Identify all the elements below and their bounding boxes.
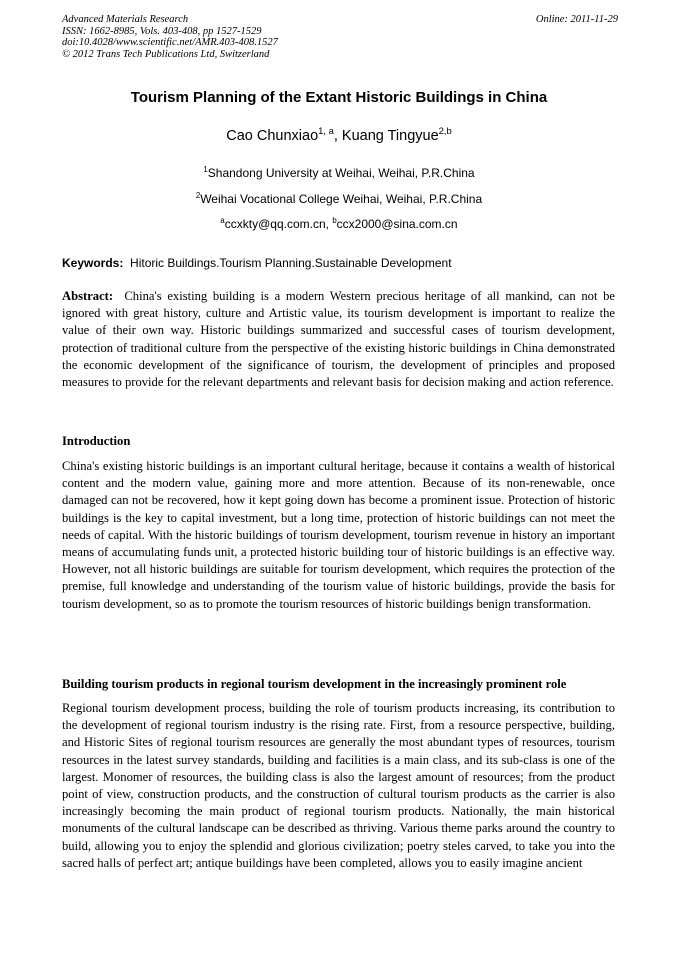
introduction-heading: Introduction [62, 434, 131, 448]
keywords [62, 256, 618, 270]
online-date: Online: 2011-11-29 [535, 14, 618, 25]
email-a[interactable]: ccxkty@qq.com.cn, [224, 217, 333, 231]
copyright-line: © 2012 Trans Tech Publications Ltd, Switzerland [62, 48, 270, 60]
affiliation-2-marker: 2 [195, 191, 201, 200]
email-b[interactable]: ccx2000@sina.com.cn [336, 217, 458, 231]
doi-line[interactable]: doi:10.4028/www.scientific.net/AMR.403-408.1527 [62, 37, 278, 48]
author-separator: , [333, 128, 342, 144]
paper-title: Tourism Planning of the Extant Historic Buildings in China [130, 89, 548, 106]
affiliation-1 [0, 166, 678, 180]
author-1-marker: 1, a [318, 125, 334, 137]
author-line [0, 125, 678, 144]
journal-name: Advanced Materials Research [62, 14, 189, 25]
section-2-text: Regional tourism development process, building the role of tourism products increasing, its contribution to the development of regional tourism industry is the rising rate. First, from a resource perspective, building, and Historic Sites of regional tourism resources are generally the most abundant types of resources, tourism resources in the latest survey standards, building and facilities is a main class, and its sub-class is one of the largest. Monomer of resources, the building class is also the largest amount of resources; from the product point of view, construction products, and the construction of cultural tourism products as the carrier is also increasingly becoming the main product of regional tourism products. Nationally, the main historical monuments of the cultural landscape can be described as thriving. Various theme parks around the country to build, allowing you to enjoy the splendid and glorious civilization; poetry steles carved, to take you into the sacred halls of perfect art; antique buildings have been completed, allows you to easily imagine ancient [62, 701, 615, 870]
email-line [0, 217, 678, 231]
email-a-marker: a [220, 216, 225, 225]
keywords-label: Keywords: [62, 256, 124, 270]
email-b-marker: b [332, 216, 337, 225]
author-2-marker: 2,b [438, 125, 452, 137]
abstract-text: China's existing building is a modern Western precious heritage of all mankind, can not be ignored with great history, culture and Artistic value, its tourism development is important to realize the value of their own way. Historic buildings summarized and successful cases of tourism development, protection of traditional culture from the perspective of the existing historic buildings in China demonstrated the economic development of the significance of tourism, the development of principles and proposed measures to provide for the relevant departments and relevant basis for decision making and action reference. [62, 289, 616, 390]
keywords-text: Hitoric Buildings.Tourism Planning.Sustainable Development [130, 256, 452, 270]
affiliation-1-marker: 1 [203, 165, 208, 174]
abstract-label: Abstract: [62, 289, 114, 303]
journal-header [62, 14, 618, 60]
abstract [62, 288, 615, 391]
section-2-heading: Building tourism products in regional tourism development in the increasingly prominent role [62, 677, 567, 691]
issn-line: ISSN: 1662-8985, Vols. 403-408, pp 1527-1529 [62, 25, 262, 37]
introduction-text: China's existing historic buildings is an important cultural heritage, because it contains a wealth of historical content and the modern value, gaining more and more attention. Because of its non-renewable, once damaged can not be recovered, how it kept going down has become a prominent issue. Protection of historic buildings is the key to capital investment, but a long time, protection of historic buildings can not meet the needs of capital. With the historic buildings of tourism development, tourism revenue in history an important means of accumulating funds unit, a protected historic building tour of historic buildings is an effective way. However, not all historic buildings are suitable for tourism development, which requires the protection of the premise, full knowledge and understanding of the tourism value of historic buildings, provide the basis for tourism development, so as to promote the tourism resources of historic buildings benign transformation. [62, 459, 615, 611]
affiliation-2-text: Weihai Vocational College Weihai, Weihai, P.R.China [200, 192, 483, 206]
author-1: Cao Chunxiao [226, 128, 319, 144]
author-2: Kuang Tingyue [341, 128, 439, 144]
affiliation-2 [0, 192, 678, 206]
affiliation-1-text: Shandong University at Weihai, Weihai, P.R.China [207, 166, 475, 180]
